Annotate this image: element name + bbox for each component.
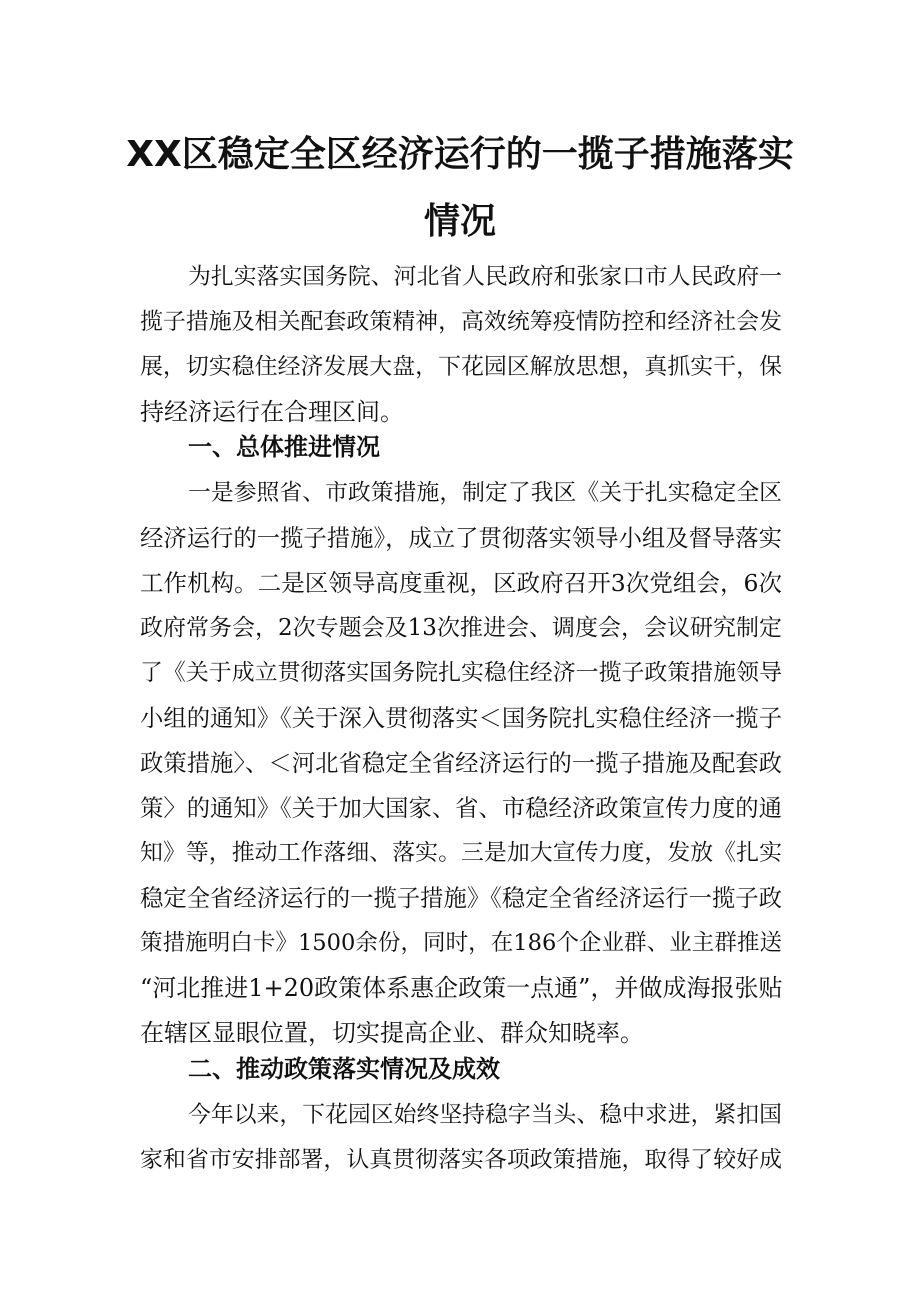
- section1-line: 政策措施〉、＜河北省稳定全省经济运行的一揽子措施及配套政: [140, 749, 782, 777]
- intro-line: 持经济运行在合理区间。: [140, 398, 404, 426]
- section2-line: 今年以来，下花园区始终坚持稳字当头、稳中求进，紧扣国: [188, 1102, 782, 1128]
- section1-line: 工作机构。二是区领导高度重视，区政府召开3次党组会，6次: [140, 569, 782, 597]
- section1-line: 小组的通知》《关于深入贯彻落实＜国务院扎实稳住经济一揽子: [140, 704, 782, 732]
- section1-line: 一是参照省、市政策措施，制定了我区《关于扎实稳定全区: [188, 480, 782, 506]
- section1-line: “河北推进1+20政策体系惠企政策一点通”，并做成海报张贴: [140, 974, 783, 1002]
- section1-line: 策措施明白卡》1500余份，同时，在186个企业群、业主群推送: [140, 930, 782, 956]
- document-title-line-1: XX区稳定全区经济运行的一揽子措施落实: [126, 134, 794, 175]
- section1-line: 在辖区显眼位置，切实提高企业、群众知晓率。: [140, 1019, 644, 1047]
- document-title-line-2: 情况: [423, 201, 496, 242]
- section1-line: 策〉的通知》《关于加大国家、省、市稳经济政策宣传力度的通: [140, 794, 782, 822]
- section1-line: 政府常务会，2次专题会及13次推进会、调度会，会议研究制定: [140, 615, 782, 641]
- intro-line: 展，切实稳住经济发展大盘，下花园区解放思想，真抓实干，保: [140, 354, 782, 380]
- section1-line: 稳定全省经济运行的一揽子措施》《稳定全省经济运行一揽子政: [140, 884, 782, 912]
- section2-line: 家和省市安排部署，认真贯彻落实各项政策措施，取得了较好成: [140, 1147, 782, 1173]
- section-heading-1: 一、总体推进情况: [188, 433, 380, 461]
- section1-line: 经济运行的一揽子措施》，成立了贯彻落实领导小组及督导落实: [140, 524, 782, 552]
- section-heading-2: 二、推动政策落实情况及成效: [188, 1055, 500, 1083]
- section1-line: 了《关于成立贯彻落实国务院扎实稳住经济一揽子政策措施领导: [140, 660, 782, 686]
- intro-line: 揽子措施及相关配套政策精神，高效统筹疫情防控和经济社会发: [140, 309, 782, 335]
- section1-line: 知》等，推动工作落细、落实。三是加大宣传力度，发放《扎实: [140, 840, 782, 866]
- intro-line: 为扎实落实国务院、河北省人民政府和张家口市人民政府一: [188, 264, 782, 290]
